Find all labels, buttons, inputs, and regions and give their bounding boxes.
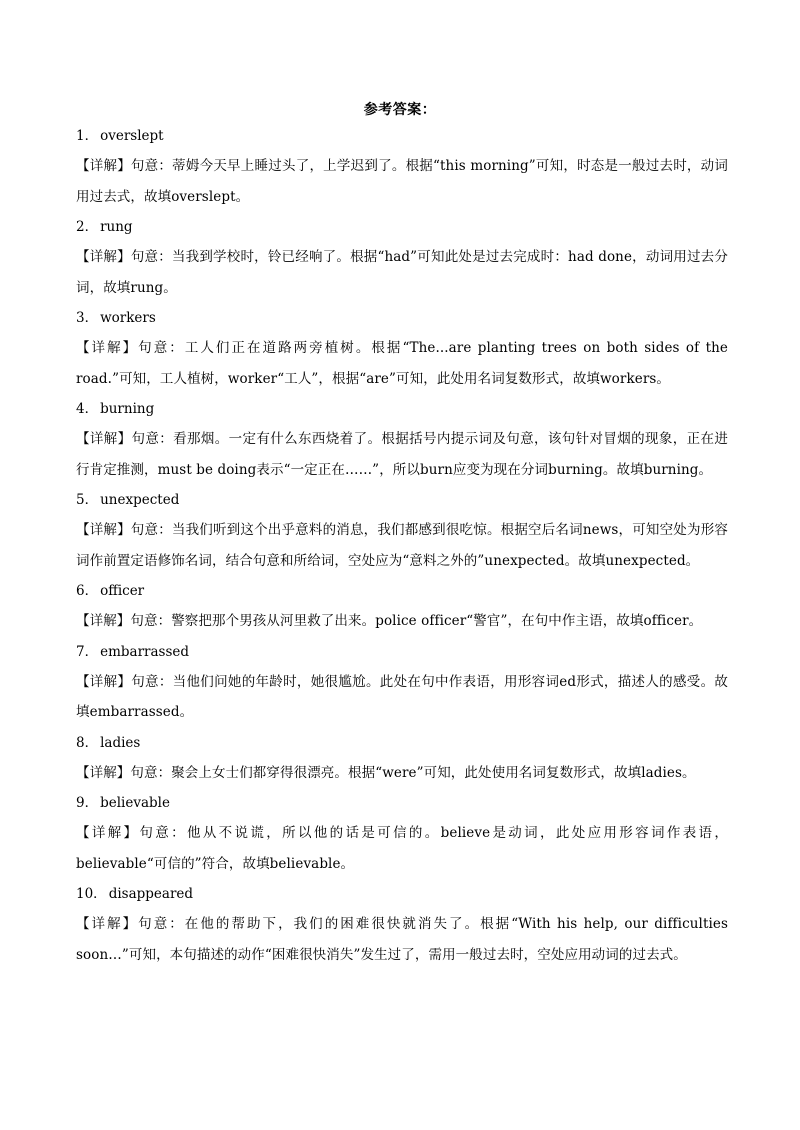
answer-item-7 [76,637,728,728]
answer-line [76,394,728,424]
question-number: 2． [76,219,99,235]
question-number: 3． [76,310,99,326]
answer-line [76,212,728,242]
answer-explanation: 【详解】句意：工人们正在道路两旁植树。根据“The...are planting trees on both sides of the road.”可知，工人植树，worker“工人”，根据“are”可知，此处用名词复数形式，故填workers。 [76,340,728,387]
answer-word: unexpected [100,492,180,508]
answer-item-8 [76,728,728,789]
answer-line [76,728,728,758]
answer-item-6 [76,576,728,637]
answer-line [76,576,728,606]
answer-explanation: 【详解】句意：蒂姆今天早上睡过头了，上学迟到了。根据“this morning”可知，时态是一般过去时，动词用过去式，故填overslept。 [76,158,728,205]
answer-word: burning [100,401,155,417]
question-number: 10． [76,886,107,902]
answer-word: embarrassed [100,643,190,660]
question-number: 5． [76,492,99,508]
answer-explanation: 【详解】句意：看那烟。一定有什么东西烧着了。根据括号内提示词及句意，该句针对冒烟的现象，正在进行肯定推测，must be doing表示“一定正在……”，所以burn应变为现在分词burning。故填burning。 [76,431,728,478]
answer-word: believable [100,795,170,811]
answer-item-10 [76,879,728,970]
answer-word: rung [100,219,133,235]
answer-word: ladies [100,734,141,751]
answer-list [76,121,728,970]
question-number: 9． [76,795,99,811]
question-number: 7． [76,643,99,660]
answer-word: overslept [100,128,164,144]
answer-explanation: 【详解】句意：聚会上女士们都穿得很漂亮。根据“were”可知，此处使用名词复数形式，故填ladies。 [76,764,696,781]
answer-line [76,121,728,151]
answer-item-1 [76,121,728,212]
answer-line [76,303,728,333]
answer-explanation: 【详解】句意：在他的帮助下，我们的困难很快就消失了。根据“With his help, our difficulties soon…”可知，本句描述的动作“困难很快消失”发生过了，需用一般过去时，空处应用动词的过去式。 [76,916,728,963]
answer-line [76,788,728,818]
question-number: 4． [76,401,99,417]
answer-explanation: 【详解】句意：警察把那个男孩从河里救了出来。police officer“警官”，在句中作主语，故填officer。 [76,613,703,629]
page-title: 参考答案： [363,102,437,118]
answer-explanation: 【详解】句意：他从不说谎，所以他的话是可信的。believe是动词，此处应用形容词作表语，believable“可信的”符合，故填believable。 [76,825,728,872]
answer-item-3 [76,303,728,394]
answer-word: disappeared [108,886,194,902]
answer-line [76,637,728,667]
answer-item-4 [76,394,728,485]
answer-line [76,485,728,515]
answer-explanation: 【详解】句意：当我到学校时，铃已经响了。根据“had”可知此处是过去完成时：had done，动词用过去分词，故填rung。 [76,249,728,296]
answer-item-5 [76,485,728,576]
question-number: 6． [76,583,99,599]
answer-line [76,879,728,909]
question-number: 1． [76,128,99,144]
answer-explanation: 【详解】句意：当我们听到这个出乎意料的消息，我们都感到很吃惊。根据空后名词news，可知空处为形容词作前置定语修饰名词，结合句意和所给词，空处应为“意料之外的”unexpected。故填unexpected。 [76,522,728,569]
answer-word: officer [100,583,145,599]
answer-explanation: 【详解】句意：当他们问她的年龄时，她很尴尬。此处在句中作表语，用形容词ed形式，描述人的感受。故填embarrassed。 [76,673,728,720]
answer-item-9 [76,788,728,879]
answer-item-2 [76,212,728,303]
answer-word: workers [100,310,156,326]
question-number: 8． [76,734,99,751]
